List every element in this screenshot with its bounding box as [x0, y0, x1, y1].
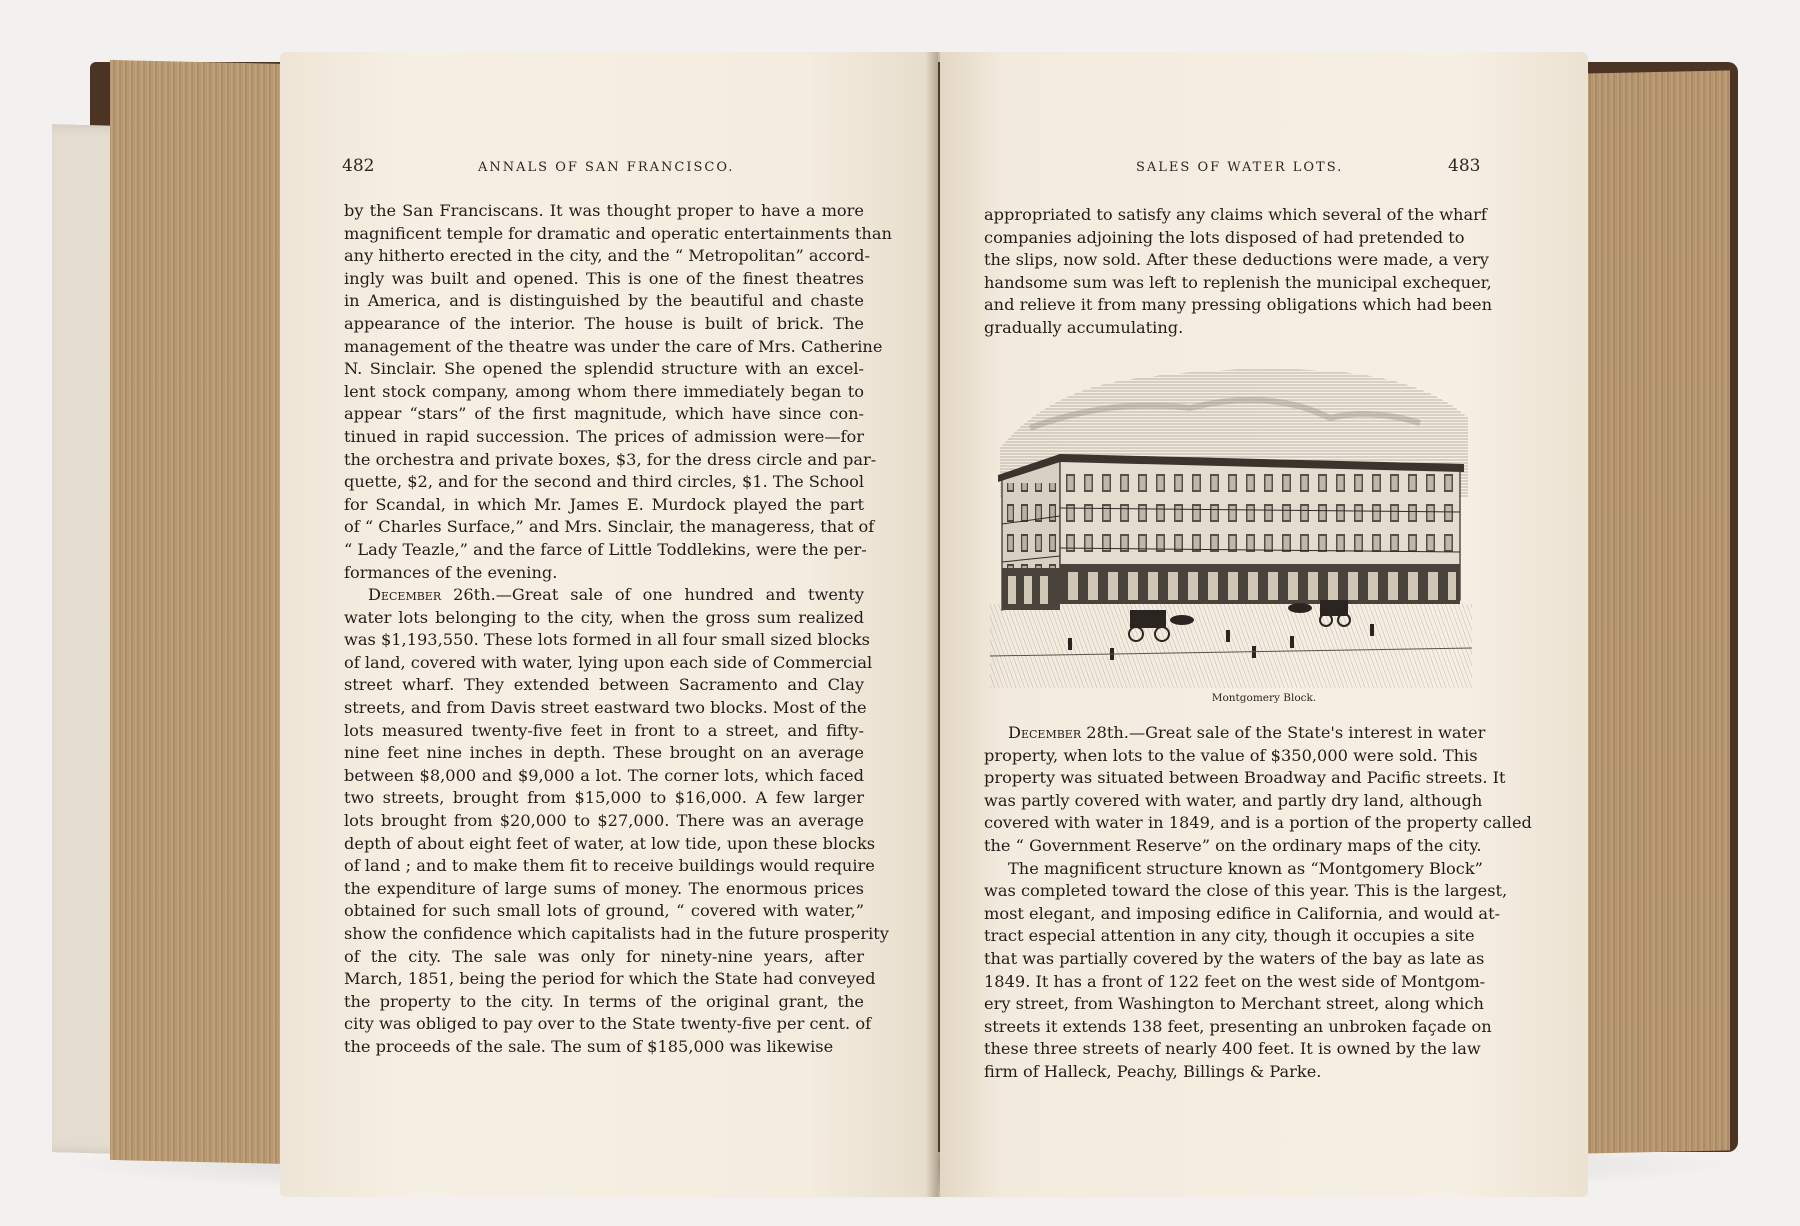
text-line: street wharf. They extended between Sacramento and Clay: [344, 675, 864, 695]
text-line: companies adjoining the lots disposed of had pretended to: [984, 227, 1465, 247]
text-line: the “ Government Reserve” on the ordinary maps of the city.: [984, 835, 1482, 855]
text-line: management of the theatre was under the care of Mrs. Catherine: [344, 336, 883, 356]
right-page: [940, 52, 1588, 1197]
text-line: of the city. The sale was only for ninety-nine years, after: [344, 946, 864, 966]
text-line: that was partially covered by the waters of the bay as late as: [984, 948, 1485, 968]
text-line: tinued in rapid succession. The prices of admission were—for: [344, 426, 864, 446]
page-edges-left: [110, 60, 292, 1164]
text-line: nine feet nine inches in depth. These brought on an average: [344, 743, 864, 763]
text-line: covered with water in 1849, and is a portion of the property called: [984, 813, 1532, 833]
text-line: depth of about eight feet of water, at low tide, upon these blocks: [344, 833, 876, 853]
text-line: the expenditure of large sums of money. The enormous prices: [344, 878, 864, 898]
text-line: 1849. It has a front of 122 feet on the west side of Montgom-: [984, 971, 1486, 991]
text-line: [344, 584, 864, 607]
text-line: [984, 722, 1486, 745]
text-line: of “ Charles Surface,” and Mrs. Sinclair, the manageress, that of: [344, 517, 875, 537]
text-line: show the confidence which capitalists had in the future prosperity: [344, 924, 889, 943]
paragraph: [984, 722, 1532, 858]
text-line: ingly was built and opened. This is one of the finest theatres: [344, 268, 864, 288]
text-line: the proceeds of the sale. The sum of $185,000 was likewise: [344, 1036, 834, 1056]
text-line: in America, and is distinguished by the beautiful and chaste: [344, 291, 864, 311]
paragraph: [984, 858, 1508, 1084]
text-line: firm of Halleck, Peachy, Billings & Parke.: [984, 1061, 1322, 1081]
text-line: obtained for such small lots of ground, “ covered with water,”: [344, 901, 864, 921]
text-line: ery street, from Washington to Merchant street, along which: [984, 994, 1484, 1014]
text-line: of land, covered with water, lying upon each side of Commercial: [344, 652, 873, 672]
text-line: two streets, brought from $15,000 to $16,000. A few larger: [344, 788, 864, 808]
text-line: property was situated between Broadway and Pacific streets. It: [984, 768, 1506, 788]
montgomery-block-engraving: [990, 348, 1472, 688]
text-line: these three streets of nearly 400 feet. It is owned by the law: [984, 1039, 1481, 1059]
paragraph: [344, 200, 892, 584]
text-line: of land ; and to make them fit to receive buildings would require: [344, 856, 875, 876]
text-line: the orchestra and private boxes, $3, for the dress circle and par-: [344, 449, 877, 469]
page-number-right: 483: [1448, 156, 1481, 176]
paragraph: [344, 584, 889, 1058]
text-line: gradually accumulating.: [984, 317, 1184, 337]
running-head-right: SALES OF WATER LOTS.: [1136, 160, 1344, 175]
text-line: city was obliged to pay over to the State twenty-five per cent. of: [344, 1014, 872, 1034]
text-line: water lots belonging to the city, when the gross sum realized: [344, 607, 864, 627]
text-line: tract especial attention in any city, though it occupies a site: [984, 926, 1475, 946]
text-line: any hitherto erected in the city, and the “ Metropolitan” accord-: [344, 246, 870, 266]
date-lead: December: [368, 585, 454, 605]
text-line: “ Lady Teazle,” and the farce of Little Toddlekins, were the per-: [344, 539, 867, 559]
text-line: magnificent temple for dramatic and operatic entertainments than: [344, 223, 892, 243]
page-number-left: 482: [342, 156, 375, 176]
text-line: property, when lots to the value of $350,000 were sold. This: [984, 745, 1478, 765]
right-top-text: [984, 204, 1493, 340]
text-line: appropriated to satisfy any claims which several of the wharf: [984, 205, 1487, 224]
text-line: March, 1851, being the period for which the State had conveyed: [344, 969, 876, 989]
left-page: [280, 52, 938, 1197]
text-line: formances of the evening.: [344, 562, 558, 582]
text-line: lent stock company, among whom there immediately began to: [344, 381, 864, 401]
text-line: lots brought from $20,000 to $27,000. There was an average: [344, 811, 864, 831]
text-line: was partly covered with water, and partly dry land, although: [984, 790, 1483, 810]
date-lead: December: [1008, 723, 1087, 742]
running-head-left: ANNALS OF SAN FRANCISCO.: [478, 160, 735, 175]
text-line: by the San Franciscans. It was thought proper to have a more: [344, 201, 864, 220]
text-line: N. Sinclair. She opened the splendid structure with an excel-: [344, 359, 864, 379]
text-line: the property to the city. In terms of the original grant, the: [344, 991, 864, 1011]
text-line: The magnificent structure known as “Montgomery Block”: [1008, 858, 1483, 878]
text-line: most elegant, and imposing edifice in California, and would at-: [984, 903, 1501, 923]
paragraph: [984, 204, 1493, 340]
page-edges-right: [1580, 70, 1730, 1153]
text-line: quette, $2, and for the second and third circles, $1. The School: [344, 472, 865, 492]
text-line: appear “stars” of the first magnitude, which have since con-: [344, 404, 864, 424]
text-line: appearance of the interior. The house is built of brick. The: [344, 313, 864, 333]
right-bottom-text: [984, 722, 1532, 1084]
text-line: handsome sum was left to replenish the municipal exchequer,: [984, 272, 1492, 292]
text-line: and relieve it from many pressing obligations which had been: [984, 295, 1493, 315]
illustration-caption: Montgomery Block.: [1211, 692, 1317, 704]
text-line: lots measured twenty-five feet in front to a street, and fifty-: [344, 720, 864, 740]
text-line: was $1,193,550. These lots formed in all four small sized blocks: [344, 630, 870, 650]
text-line: streets, and from Davis street eastward two blocks. Most of the: [344, 698, 867, 718]
text-line-rest: 26th.—Great sale of one hundred and twenty: [453, 585, 864, 605]
text-line: the slips, now sold. After these deductions were made, a very: [984, 250, 1489, 270]
left-body-text: [344, 200, 892, 1059]
text-line: was completed toward the close of this year. This is the largest,: [984, 881, 1508, 901]
text-line: between $8,000 and $9,000 a lot. The corner lots, which faced: [344, 765, 864, 785]
text-line-rest: 28th.—Great sale of the State's interest in water: [1086, 723, 1486, 742]
text-line: streets it extends 138 feet, presenting an unbroken façade on: [984, 1016, 1492, 1036]
text-line: for Scandal, in which Mr. James E. Murdock played the part: [344, 494, 864, 514]
